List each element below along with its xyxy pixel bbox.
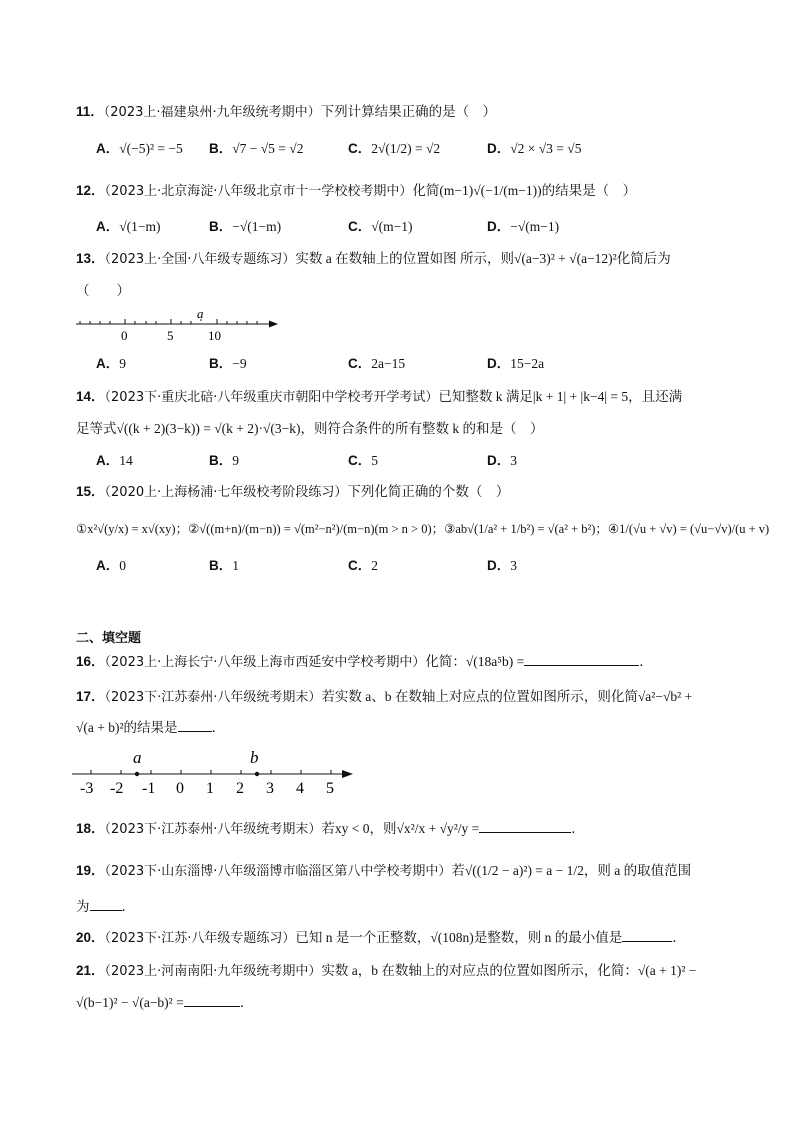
question-number: 19．	[76, 863, 105, 878]
tick-label: 1	[206, 780, 214, 797]
question-number: 13．	[76, 251, 105, 266]
question-number: 16．	[76, 654, 105, 669]
option-b: B．−√(1−m)	[209, 219, 282, 234]
question-17	[76, 688, 692, 707]
question-source: （2023下·江苏·八年级专题练习）	[104, 931, 296, 946]
question-21	[76, 962, 696, 981]
option-a: A．9	[96, 356, 126, 371]
tick-label: 5	[326, 780, 334, 797]
question-19	[76, 862, 691, 881]
question-number: 14．	[76, 389, 105, 404]
question-number: 15．	[76, 484, 105, 499]
question-source: （2023下·山东淄博·八年级淄博市临淄区第八中学校考期中）	[104, 864, 452, 879]
question-number: 20．	[76, 930, 105, 945]
question-17-cont: √(a + b)²的结果是 ．	[76, 720, 226, 735]
question-number: 17．	[76, 689, 105, 704]
option-c: C．2	[348, 558, 378, 573]
answer-blank[interactable]	[524, 653, 639, 666]
tick-label: 3	[266, 780, 274, 797]
question-number: 11．	[76, 104, 104, 119]
question-21-cont: √(b−1)² − √(a−b)² = ．	[76, 995, 254, 1010]
question-stem: 实数 a，b 在数轴上的对应点的位置如图所示，化简：√(a + 1)² −	[321, 963, 697, 978]
question-stem: 下列化简正确的个数（ ）	[347, 484, 510, 499]
option-c: C．2a−15	[348, 356, 406, 371]
answer-blank[interactable]	[184, 994, 240, 1007]
question-number: 12．	[76, 183, 105, 198]
question-20: 20．（2023下·江苏·八年级专题练习）已知 n 是一个正整数，√(108n)是整数，则 n 的最小值是 ．	[76, 930, 686, 946]
question-stem: 下列计算结果正确的是（ ）	[320, 104, 497, 119]
question-number: 18．	[76, 821, 105, 836]
answer-blank[interactable]	[479, 820, 571, 833]
option-d: D．−√(m−1)	[487, 219, 560, 234]
option-c: C．5	[348, 453, 378, 468]
answer-blank[interactable]	[178, 719, 212, 732]
point-b-label: b	[250, 748, 259, 767]
question-stem-cont: 足等式√((k + 2)(3−k)) = √(k + 2)·√(3−k)，则符合条件的所有整数 k 的和是（ ）	[76, 421, 544, 436]
answer-blank[interactable]	[622, 929, 672, 942]
question-19-cont: 为 ．	[76, 899, 135, 914]
option-d: D．3	[487, 453, 517, 468]
question-stem: 已知 n 是一个正整数，√(108n)是整数，则 n 的最小值是	[295, 930, 623, 945]
question-stem: 化简(m−1)√(−1/(m−1))的结果是（ ）	[412, 183, 637, 198]
tick-label: 0	[176, 780, 184, 797]
question-source: （2023下·江苏泰州·八年级统考期末）	[104, 822, 322, 837]
option-b: B．1	[209, 558, 239, 573]
option-c: C．2√(1/2) = √2	[348, 141, 441, 156]
question-stem-cont: （ ）	[76, 283, 130, 298]
option-b: B．9	[209, 453, 239, 468]
question-12	[76, 182, 636, 201]
tick-label: 0	[121, 328, 128, 343]
option-b: B．−9	[209, 356, 247, 371]
tick-label: 5	[167, 328, 174, 343]
tick-label: -3	[80, 780, 94, 797]
point-a-label: a	[133, 748, 142, 767]
tick-label: 10	[208, 328, 221, 343]
option-b: B．√7 − √5 = √2	[209, 141, 304, 156]
question-source: （2023上·河南南阳·九年级统考期中）	[104, 964, 322, 979]
question-stem-cont: ①x²√(y/x) = x√(xy)；②√((m+n)/(m−n)) = √(m²−n²)/(m−n)(m > n > 0)；③ab√(1/a² + 1/b²) = √(a² + b²)；④1/(√u + √v) = (√u−√v)/(u + v)	[76, 522, 770, 536]
tick-label: -1	[142, 780, 156, 797]
number-line-17	[70, 745, 360, 797]
option-d: D．15−2a	[487, 356, 545, 371]
question-13	[76, 250, 671, 269]
answer-blank[interactable]	[90, 898, 122, 911]
point-a-label: a	[197, 306, 204, 321]
option-d: D．√2 × √3 = √5	[487, 141, 582, 156]
question-16: 16．（2023上·上海长宁·八年级上海市西延安中学校考期中）化简：√(18a⁵b) = ．	[76, 654, 653, 670]
question-18: 18．（2023下·江苏泰州·八年级统考期末）若xy < 0，则√x²/x + √y²/y = ．	[76, 821, 585, 837]
number-line-13	[74, 304, 284, 344]
question-source: （2023下·重庆北碚·八年级重庆市朝阳中学校考开学考试）	[104, 390, 439, 405]
question-source: （2020上·上海杨浦·七年级校考阶段练习）	[104, 485, 348, 500]
question-15	[76, 483, 509, 502]
question-stem: 若xy < 0，则√x²/x + √y²/y =	[321, 821, 480, 836]
section-title: 二、填空题	[76, 631, 142, 646]
question-stem: 化简：√(18a⁵b) =	[425, 654, 525, 669]
question-stem: 实数 a 在数轴上的位置如图 所示，则√(a−3)² + √(a−12)²化简后为	[295, 251, 671, 266]
tick-label: 2	[236, 780, 244, 797]
question-11	[76, 103, 496, 122]
question-stem: 若实数 a、b 在数轴上对应点的位置如图所示，则化简√a²−√b² +	[321, 689, 693, 704]
question-stem: 已知整数 k 满足|k + 1| + |k−4| = 5，且还满	[438, 389, 683, 404]
option-a: A．14	[96, 453, 133, 468]
option-a: A．√(−5)² = −5	[96, 141, 183, 156]
question-stem: 若√((1/2 − a)²) = a − 1/2，则 a 的取值范围	[451, 863, 692, 878]
question-source: （2023上·福建泉州·九年级统考期中）	[103, 105, 321, 120]
tick-label: 4	[296, 780, 304, 797]
question-14	[76, 388, 682, 407]
option-a: A．0	[96, 558, 126, 573]
question-source: （2023下·江苏泰州·八年级统考期末）	[104, 690, 322, 705]
question-source: （2023上·全国·八年级专题练习）	[104, 252, 296, 267]
option-d: D．3	[487, 558, 517, 573]
question-source: （2023上·北京海淀·八年级北京市十一学校校考期中）	[104, 184, 413, 199]
question-number: 21．	[76, 963, 105, 978]
question-source: （2023上·上海长宁·八年级上海市西延安中学校考期中）	[104, 655, 426, 670]
option-a: A．√(1−m)	[96, 219, 161, 234]
tick-label: -2	[110, 780, 124, 797]
option-c: C．√(m−1)	[348, 219, 413, 234]
